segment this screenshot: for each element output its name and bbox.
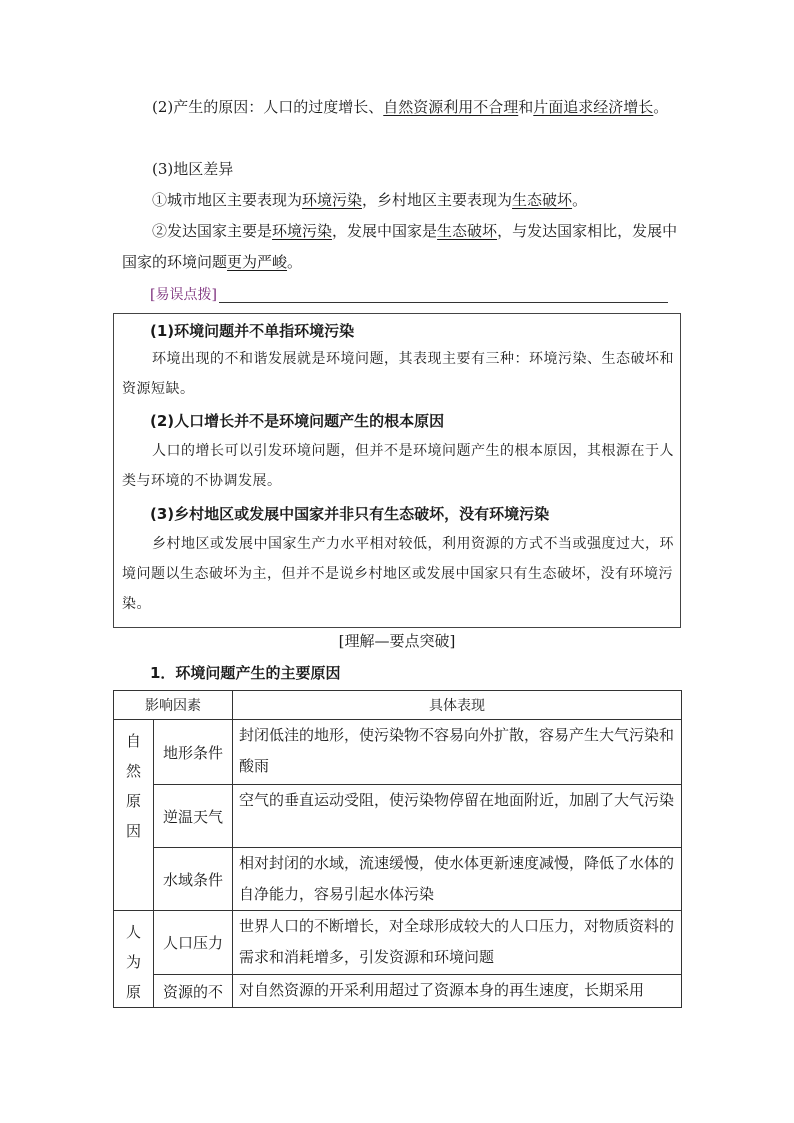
item1-text-c: 。 bbox=[572, 191, 588, 209]
item2-underlined-1: 环境污染 bbox=[272, 222, 333, 240]
header-factor: 影响因素 bbox=[114, 691, 233, 720]
factor-cell: 地形条件 bbox=[154, 720, 233, 785]
table-row bbox=[114, 975, 682, 1008]
factor-cell: 逆温天气 bbox=[154, 785, 233, 848]
group-natural-char: 原 bbox=[125, 792, 141, 810]
item2-text-d: 。 bbox=[287, 253, 303, 271]
item1-text-b: ，乡村地区主要表现为 bbox=[362, 191, 513, 209]
regional-diff-item-1 bbox=[122, 185, 678, 216]
cause-underlined-2: 片面追求经济增长 bbox=[533, 98, 654, 116]
group-human-char: 为 bbox=[125, 953, 141, 971]
detail-cell: 封闭低洼的地形，使污染物不容易向外扩散，容易产生大气污染和酸雨 bbox=[233, 720, 682, 785]
regional-diff-item-2 bbox=[122, 216, 678, 278]
tip-3-title: (3)乡村地区或发展中国家并非只有生态破坏，没有环境污染 bbox=[150, 505, 550, 523]
item2-underlined-2: 生态破坏 bbox=[437, 222, 498, 240]
detail-cell: 空气的垂直运动受阻，使污染物停留在地面附近，加剧了大气污染 bbox=[233, 785, 682, 848]
table-row bbox=[114, 911, 682, 975]
item2-text-c: ，与发达国家相比，发展中国家的环境问题 bbox=[122, 222, 678, 271]
group-human-char: 原 bbox=[125, 983, 141, 1001]
tip-3-body: 乡村地区或发展中国家生产力水平相对较低，利用资源的方式不当或强度过大，环境问题以生态破坏为主，但并不是说乡村地区或发展中国家只有生态破坏，没有环境污染。 bbox=[122, 536, 674, 612]
cause-mid: 和 bbox=[518, 98, 534, 116]
group-human-char: 人 bbox=[125, 923, 141, 941]
group-human bbox=[114, 911, 154, 1008]
group-natural-char: 然 bbox=[125, 762, 141, 780]
tip-1-title: (1)环境问题并不单指环境污染 bbox=[150, 322, 355, 340]
detail-cell: 世界人口的不断增长，对全球形成较大的人口压力，对物质资料的需求和消耗增多，引发资源和环境问题 bbox=[233, 911, 682, 975]
section-heading: [理解—要点突破] bbox=[338, 632, 456, 650]
group-natural bbox=[114, 720, 154, 911]
table-row bbox=[114, 720, 682, 785]
cause-paragraph bbox=[122, 92, 678, 123]
cause-lead: (2)产生的原因：人口的过度增长、 bbox=[152, 98, 384, 116]
factor-cell: 人口压力 bbox=[154, 911, 233, 975]
group-natural-char: 因 bbox=[125, 822, 141, 840]
sub-heading: 1．环境问题产生的主要原因 bbox=[150, 664, 341, 682]
cause-underlined-1: 自然资源利用不合理 bbox=[383, 98, 519, 116]
cause-end: 。 bbox=[653, 98, 669, 116]
item1-underlined-2: 生态破坏 bbox=[512, 191, 573, 209]
header-detail: 具体表现 bbox=[233, 691, 682, 720]
item2-underlined-3: 更为严峻 bbox=[227, 253, 288, 271]
detail-cell: 相对封闭的水域，流速缓慢，使水体更新速度减慢，降低了水体的自净能力，容易引起水体污染 bbox=[233, 848, 682, 911]
item1-text-a: ①城市地区主要表现为 bbox=[152, 191, 303, 209]
tip-divider bbox=[150, 286, 668, 303]
tip-2-title: (2)人口增长并不是环境问题产生的根本原因 bbox=[150, 412, 445, 430]
tips-box bbox=[113, 313, 681, 628]
item2-text-a: ②发达国家主要是 bbox=[152, 222, 273, 240]
group-natural-char: 自 bbox=[125, 732, 141, 750]
factor-cell: 水域条件 bbox=[154, 848, 233, 911]
tip-label: [易误点拨] bbox=[150, 284, 219, 304]
causes-table bbox=[113, 690, 682, 1008]
table-header-row bbox=[114, 691, 682, 720]
tip-2-body: 人口的增长可以引发环境问题，但并不是环境问题产生的根本原因，其根源在于人类与环境的不协调发展。 bbox=[122, 443, 674, 489]
item2-text-b: ，发展中国家是 bbox=[332, 222, 438, 240]
table-row bbox=[114, 848, 682, 911]
detail-cell: 对自然资源的开采利用超过了资源本身的再生速度，长期采用 bbox=[233, 975, 682, 1008]
item1-underlined-1: 环境污染 bbox=[302, 191, 363, 209]
factor-cell: 资源的不 bbox=[154, 975, 233, 1008]
tip-1-body: 环境出现的不和谐发展就是环境问题，其表现主要有三种：环境污染、生态破坏和资源短缺。 bbox=[122, 351, 674, 397]
table-row bbox=[114, 785, 682, 848]
regional-diff-title: (3)地区差异 bbox=[152, 160, 234, 178]
